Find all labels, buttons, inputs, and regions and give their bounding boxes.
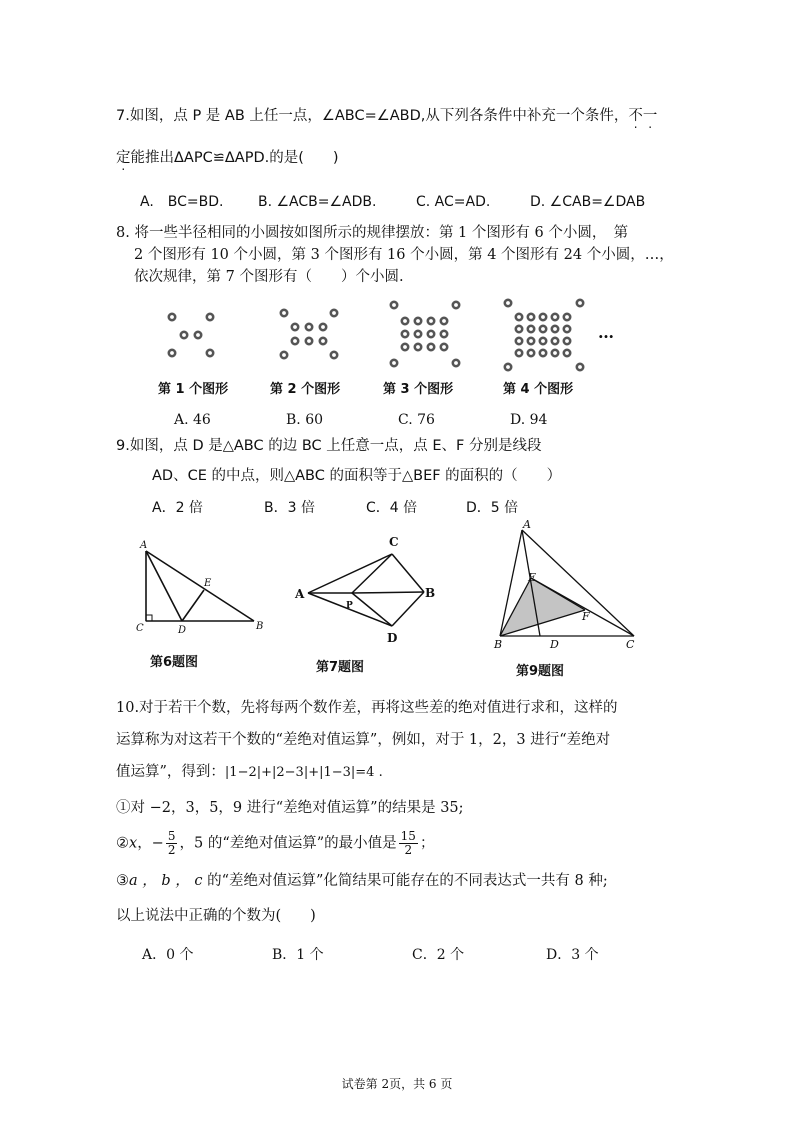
q7-option-a: A. BC=BD. (140, 194, 224, 210)
pattern-1 (169, 314, 213, 356)
q8-option-a: A. 46 (174, 412, 211, 428)
figure-7 (290, 530, 440, 650)
q7-option-c: C. AC=AD. (416, 194, 491, 210)
fig7-label-d: D (387, 631, 398, 645)
q9-stem-line1: 9.如图，点 D 是△ABC 的边 BC 上任意一点，点 E、F 分别是线段 (116, 438, 542, 454)
fig9-label-a: A (523, 518, 531, 531)
fig7-label-a: A (295, 587, 305, 601)
q10-stem-line1: 10.对于若干个数，先将每两个数作差，再将这些差的绝对值进行求和，这样的 (116, 700, 618, 716)
fig6-label-b: B (256, 621, 264, 632)
fig7-caption: 第7题图 (316, 660, 365, 675)
fig7-label-b: B (425, 586, 436, 600)
q8-caption-2: 第 2 个图形 (270, 382, 341, 397)
pattern-3 (391, 302, 459, 366)
q8-caption-3: 第 3 个图形 (383, 382, 454, 397)
q8-caption-4: 第 4 个图形 (503, 382, 574, 397)
fig7-label-p: P (346, 601, 353, 611)
q10-stem-line2: 运算称为对这若干个数的“差绝对值运算”，例如，对于 1，2，3 进行“差绝对 (116, 732, 611, 748)
figure-6 (132, 536, 272, 636)
q9-stem-line2: AD、CE 的中点，则△ABC 的面积等于△BEF 的面积的（ ） (152, 468, 562, 484)
fig7-label-c: C (389, 535, 399, 549)
pattern-4 (505, 300, 583, 370)
q8-stem-line3: 依次规律，第 7 个图形有（ ）个小圆. (134, 269, 404, 285)
q9-option-a: A．2 倍 (152, 500, 203, 516)
fig9-label-b: B (494, 638, 503, 651)
q10-question: 以上说法中正确的个数为( ) (116, 908, 316, 924)
q10-option-d: D．3 个 (546, 947, 599, 963)
q10-option-c: C．2 个 (412, 947, 465, 963)
fig9-caption: 第9题图 (516, 664, 565, 679)
q8-ellipsis: … (598, 323, 614, 342)
q8-option-d: D. 94 (510, 412, 548, 428)
fig6-label-a: A (140, 540, 148, 551)
fig6-label-c: C (136, 623, 144, 634)
q7-option-b: B. ∠ACB=∠ADB. (258, 194, 377, 210)
q10-option-b: B．1 个 (272, 947, 324, 963)
q7-stem-line1: 7.如图，点 P 是 AB 上任一点，∠ABC=∠ABD,从下列各条件中补充一个条件，不一 (116, 108, 658, 124)
figure-9 (490, 514, 650, 654)
fig9-label-f: F (582, 610, 590, 623)
fig9-label-c: C (626, 638, 635, 651)
q9-option-d: D．5 倍 (466, 500, 519, 516)
q7-stem-line2: 定能推出ΔAPC≌ΔAPD.的是( ) (116, 150, 339, 166)
q7-option-d: D. ∠CAB=∠DAB (530, 194, 646, 210)
q8-stem-line1: 8. 将一些半径相同的小圆按如图所示的规律摆放：第 1 个图形有 6 个小圆， 第 (116, 225, 629, 241)
fig6-label-e: E (204, 578, 212, 589)
q8-option-b: B. 60 (286, 412, 324, 428)
q8-option-c: C. 76 (398, 412, 435, 428)
q9-option-c: C．4 倍 (366, 500, 418, 516)
fig6-label-d: D (178, 625, 187, 636)
q10-statement-2: ②x，− $\frac{5}{2}$ ，5 的“差绝对值运算”的最小值是 $\frac{15}{2}$ ； (116, 829, 435, 857)
q10-stem-line3: 值运算”，得到：|1−2|+|2−3|+|1−3|=4 . (116, 764, 383, 780)
pattern-2 (281, 310, 337, 358)
fig9-label-d: D (550, 638, 559, 651)
q10-statement-1: ①对 −2，3，5，9 进行“差绝对值运算”的结果是 35; (116, 800, 464, 816)
page-footer: 试卷第 2页，共 6 页 (341, 1077, 453, 1091)
fig6-caption: 第6题图 (150, 655, 199, 670)
q10-option-a: A．0 个 (142, 947, 194, 963)
q10-statement-3: ③a ， b ， c 的“差绝对值运算”化简结果可能存在的不同表达式一共有 8 种; (116, 873, 608, 889)
q8-caption-1: 第 1 个图形 (158, 382, 229, 397)
q9-option-b: B．3 倍 (264, 500, 315, 516)
q8-circle-patterns (150, 295, 630, 375)
fig9-label-e: E (528, 571, 537, 584)
q8-stem-line2: 2 个图形有 10 个小圆，第 3 个图形有 16 个小圆，第 4 个图形有 24 个小圆，…， (134, 247, 674, 263)
